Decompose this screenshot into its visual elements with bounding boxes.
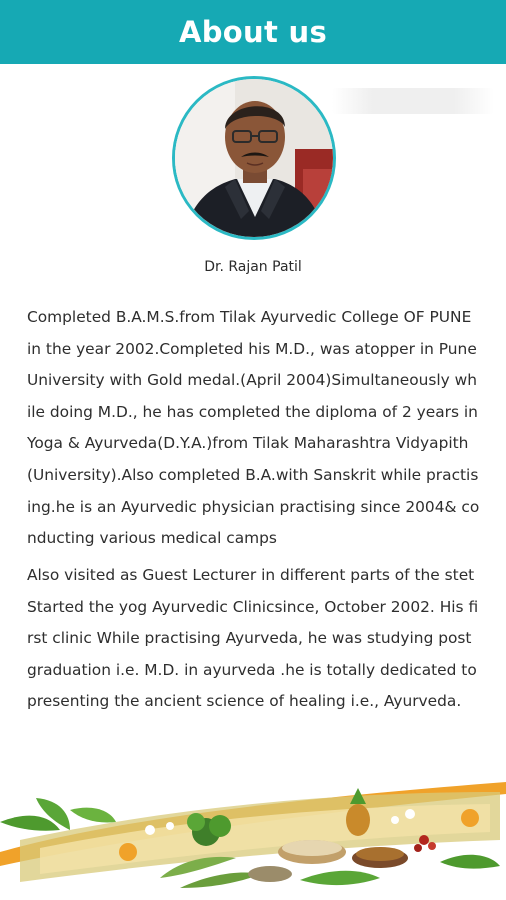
ayurvedic-herbs-banner-icon [0,770,506,900]
text-line: Yoga & Ayurveda(D.Y.A.)from Tilak Maharashtra Vidyapith [27,434,469,453]
about-paragraph-1 [27,302,487,555]
text-line: presenting the ancient science of healing i.e., Ayurveda. [27,692,462,711]
page-title: About us [178,15,328,49]
text-line: rst clinic While practising Ayurveda, he was studying post [27,629,472,648]
footer-banner [0,770,506,900]
text-line: in the year 2002.Completed his M.D., was atopper in Pune [27,339,477,358]
doctor-portrait-icon [175,79,333,237]
text-line: (University).Also completed B.A.with Sanskrit while practis [27,465,479,484]
text-line: nducting various medical camps [27,529,277,548]
text-line: ile doing M.D., he has completed the diploma of 2 years in [27,402,478,421]
text-line: Completed B.A.M.S.from Tilak Ayurvedic College OF PUNE [27,308,472,326]
watermark-overlay [332,88,494,114]
app-header [0,0,506,64]
text-line: graduation i.e. M.D. in ayurveda .he is totally dedicated to [27,660,477,679]
doctor-avatar [172,76,336,240]
text-line: Started the yog Ayurvedic Clinicsince, October 2002. His fi [27,597,479,616]
about-paragraph-2 [27,560,487,718]
text-line: Also visited as Guest Lecturer in different parts of the stet [27,566,475,584]
text-line: ing.he is an Ayurvedic physician practising since 2004& co [27,497,480,516]
text-line: University with Gold medal.(April 2004)Simultaneously wh [27,371,477,390]
doctor-name: Dr. Rajan Patil [204,259,302,275]
